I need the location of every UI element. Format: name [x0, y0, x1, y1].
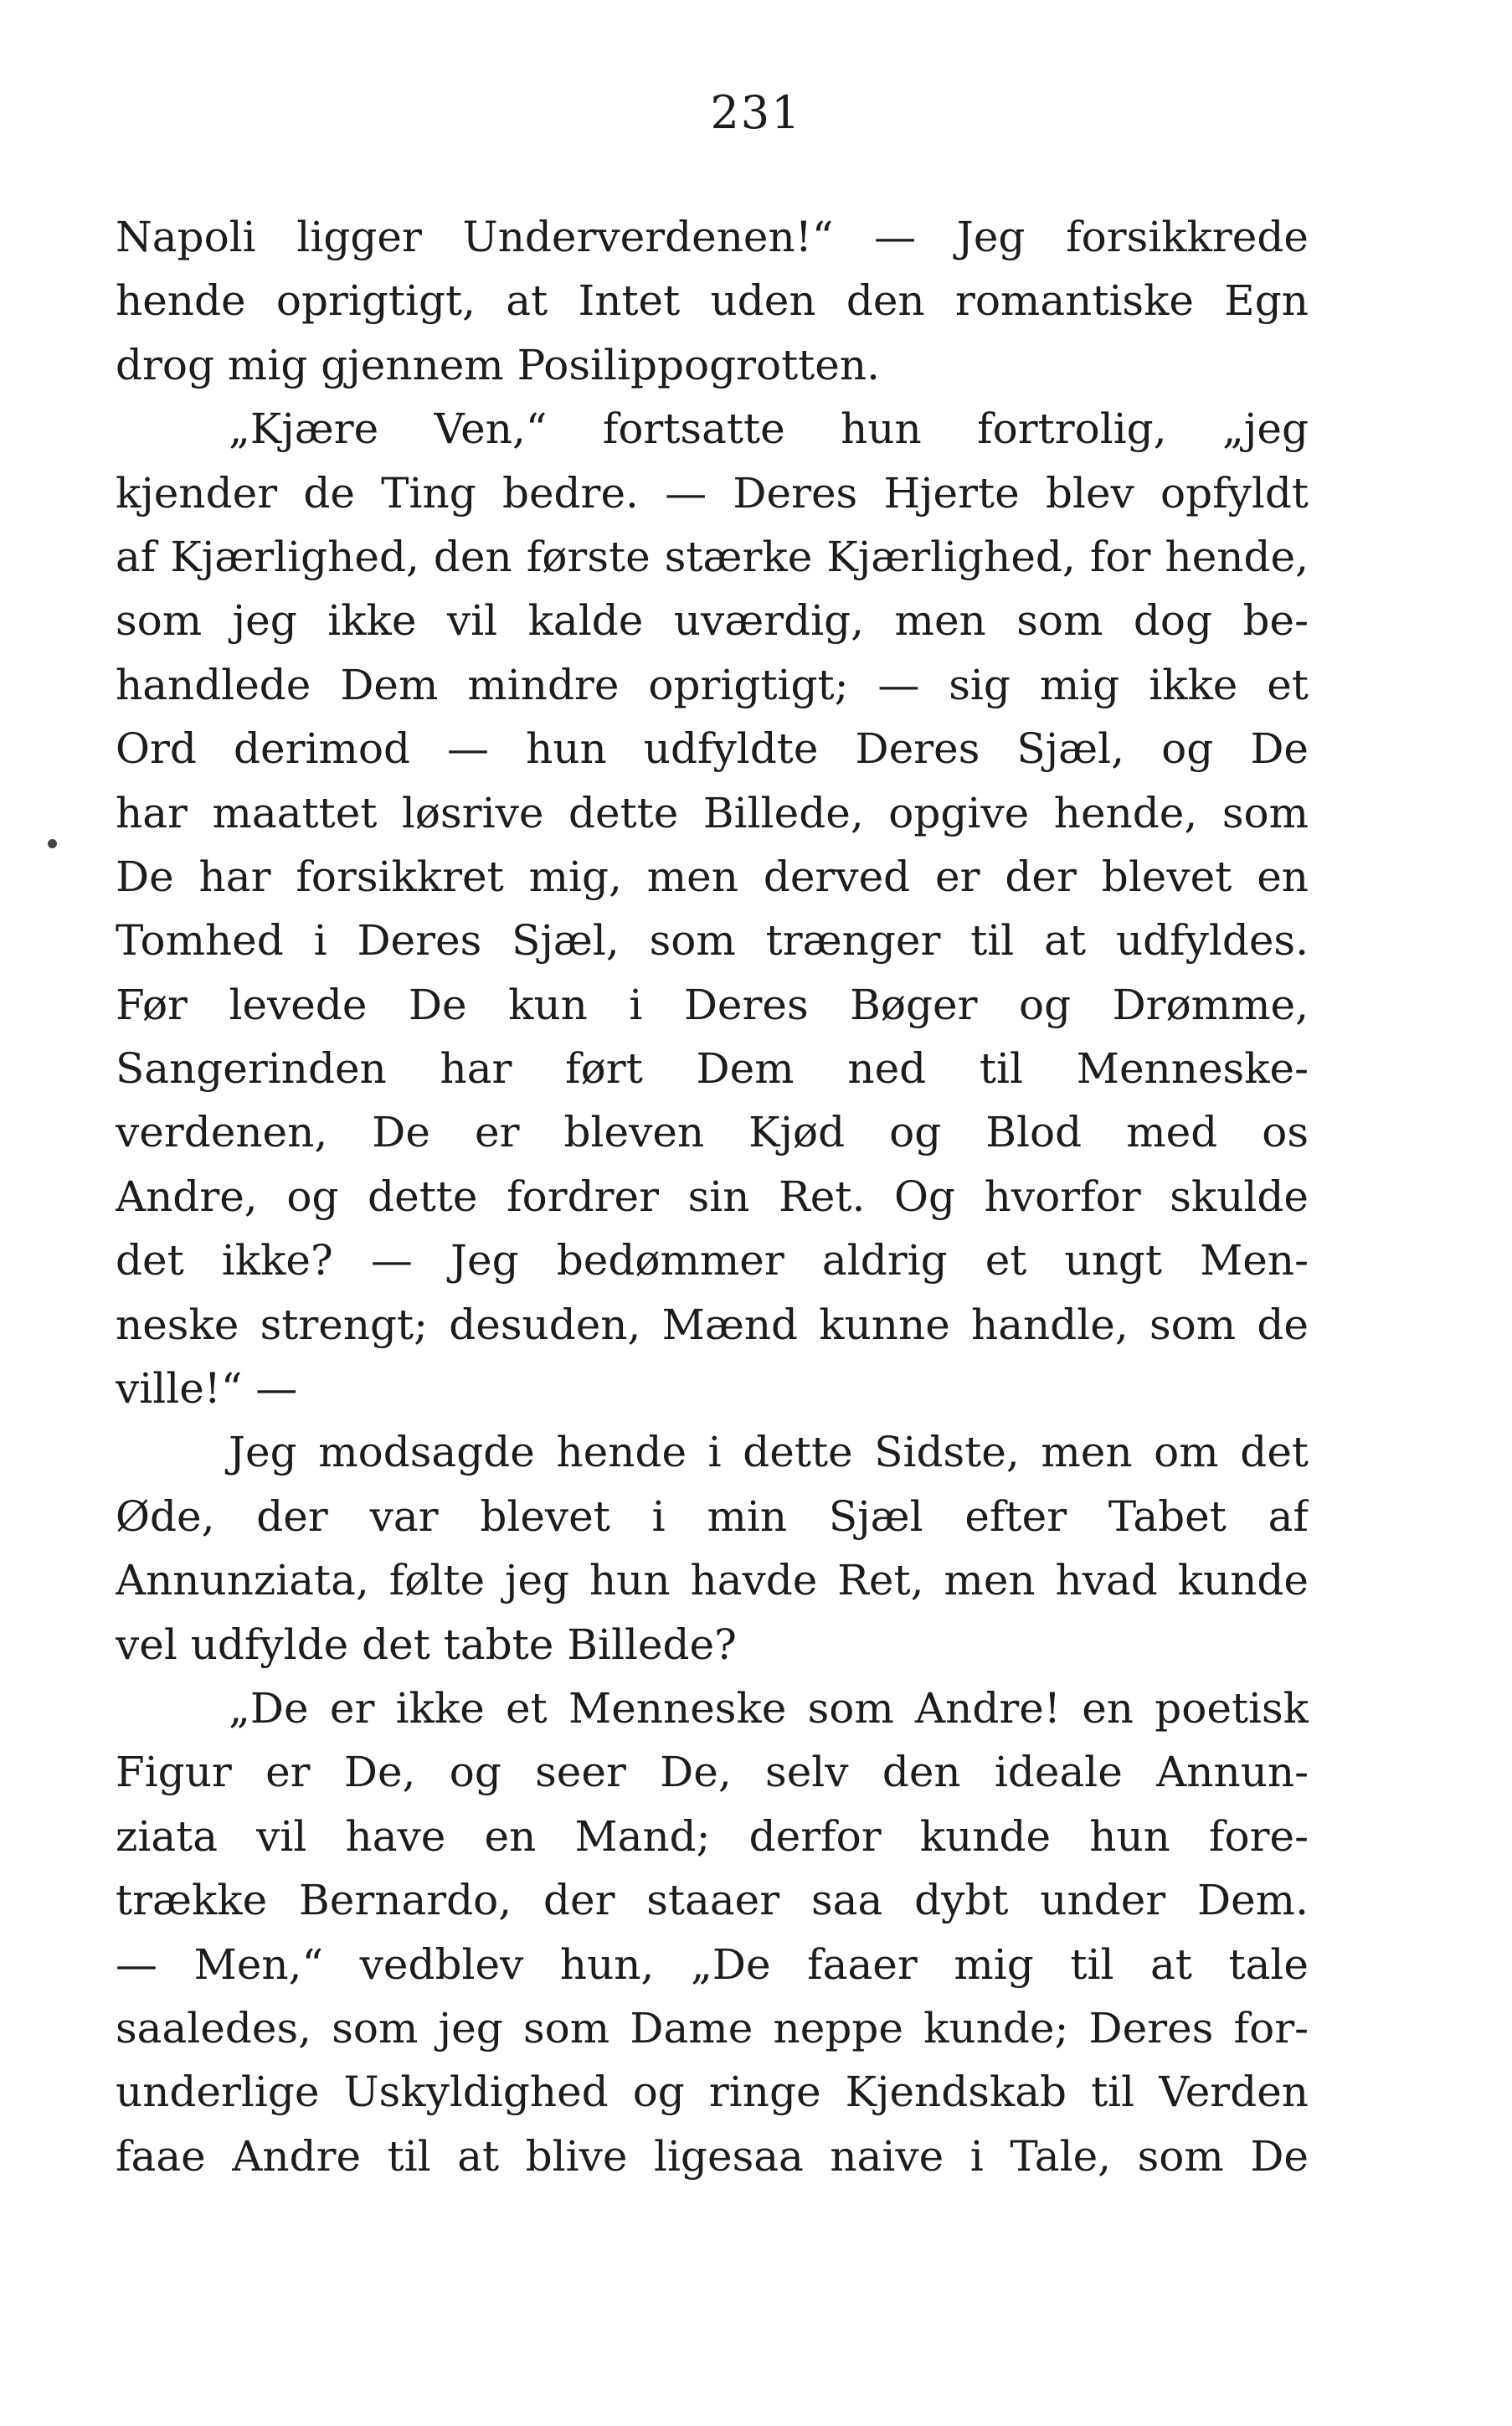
text-line: Napoli ligger Underverdenen!“ — Jeg forsikkrede [116, 213, 1309, 261]
text-line: „Kjære Ven,“ fortsatte hun fortrolig, „jeg [229, 404, 1309, 454]
text-line: Tomhed i Deres Sjæl, som trænger til at udfyldes. [116, 916, 1309, 966]
text-line: det ikke? — Jeg bedømmer aldrig et ungt Men- [116, 1236, 1309, 1285]
text-line: af Kjærlighed, den første stærke Kjærlighed, for hende, [116, 532, 1309, 581]
text-line: „De er ikke et Menneske som Andre! en poetisk [229, 1683, 1309, 1733]
margin-mark [48, 839, 57, 848]
body-text [116, 205, 1309, 2188]
text-line: handlede Dem mindre oprigtigt; — sig mig ikke et [116, 660, 1309, 709]
text-line: Andre, og dette fordrer sin Ret. Og hvorfor skulde [116, 1172, 1309, 1221]
text-line: Sangerinden har ført Dem ned til Menneske- [116, 1044, 1309, 1094]
text-line: trække Bernardo, der staaer saa dybt under Dem. [116, 1876, 1309, 1925]
text-line: ville!“ — [116, 1364, 298, 1414]
text-line: hende oprigtigt, at Intet uden den romantiske Egn [116, 276, 1309, 326]
text-line: verdenen, De er bleven Kjød og Blod med os [116, 1108, 1309, 1157]
text-line: — Men,“ vedblev hun, „De faaer mig til at tale [116, 1939, 1309, 1989]
text-line: saaledes, som jeg som Dame neppe kunde; Deres for- [116, 2003, 1309, 2053]
text-line: Før levede De kun i Deres Bøger og Drømme, [116, 980, 1309, 1029]
page-number: 231 [710, 86, 802, 139]
text-line: har maattet løsrive dette Billede, opgive hende, som [116, 788, 1309, 837]
text-line: Figur er De, og seer De, selv den ideale Annun- [116, 1748, 1309, 1797]
text-line: Annunziata, følte jeg hun havde Ret, men hvad kunde [116, 1556, 1309, 1605]
text-line: ziata vil have en Mand; derfor kunde hun fore- [116, 1811, 1309, 1861]
text-line: De har forsikkret mig, men derved er der blevet en [116, 852, 1309, 901]
text-line: neske strengt; desuden, Mænd kunne handle, som de [116, 1300, 1309, 1349]
text-line: Øde, der var blevet i min Sjæl efter Tabet af [116, 1491, 1309, 1541]
text-line: vel udfylde det tabte Billede? [116, 1620, 737, 1669]
text-line: underlige Uskyldighed og ringe Kjendskab til Verden [116, 2068, 1309, 2117]
text-line: faae Andre til at blive ligesaa naive i Tale, som De [116, 2131, 1309, 2181]
text-line: kjender de Ting bedre. — Deres Hjerte blev opfyldt [116, 468, 1309, 518]
text-line: Jeg modsagde hende i dette Sidste, men om det [229, 1428, 1309, 1477]
text-line: som jeg ikke vil kalde uværdig, men som dog be- [116, 596, 1309, 646]
text-line: Ord derimod — hun udfyldte Deres Sjæl, og De [116, 724, 1309, 774]
text-line: drog mig gjennem Posilippogrotten. [116, 340, 880, 389]
